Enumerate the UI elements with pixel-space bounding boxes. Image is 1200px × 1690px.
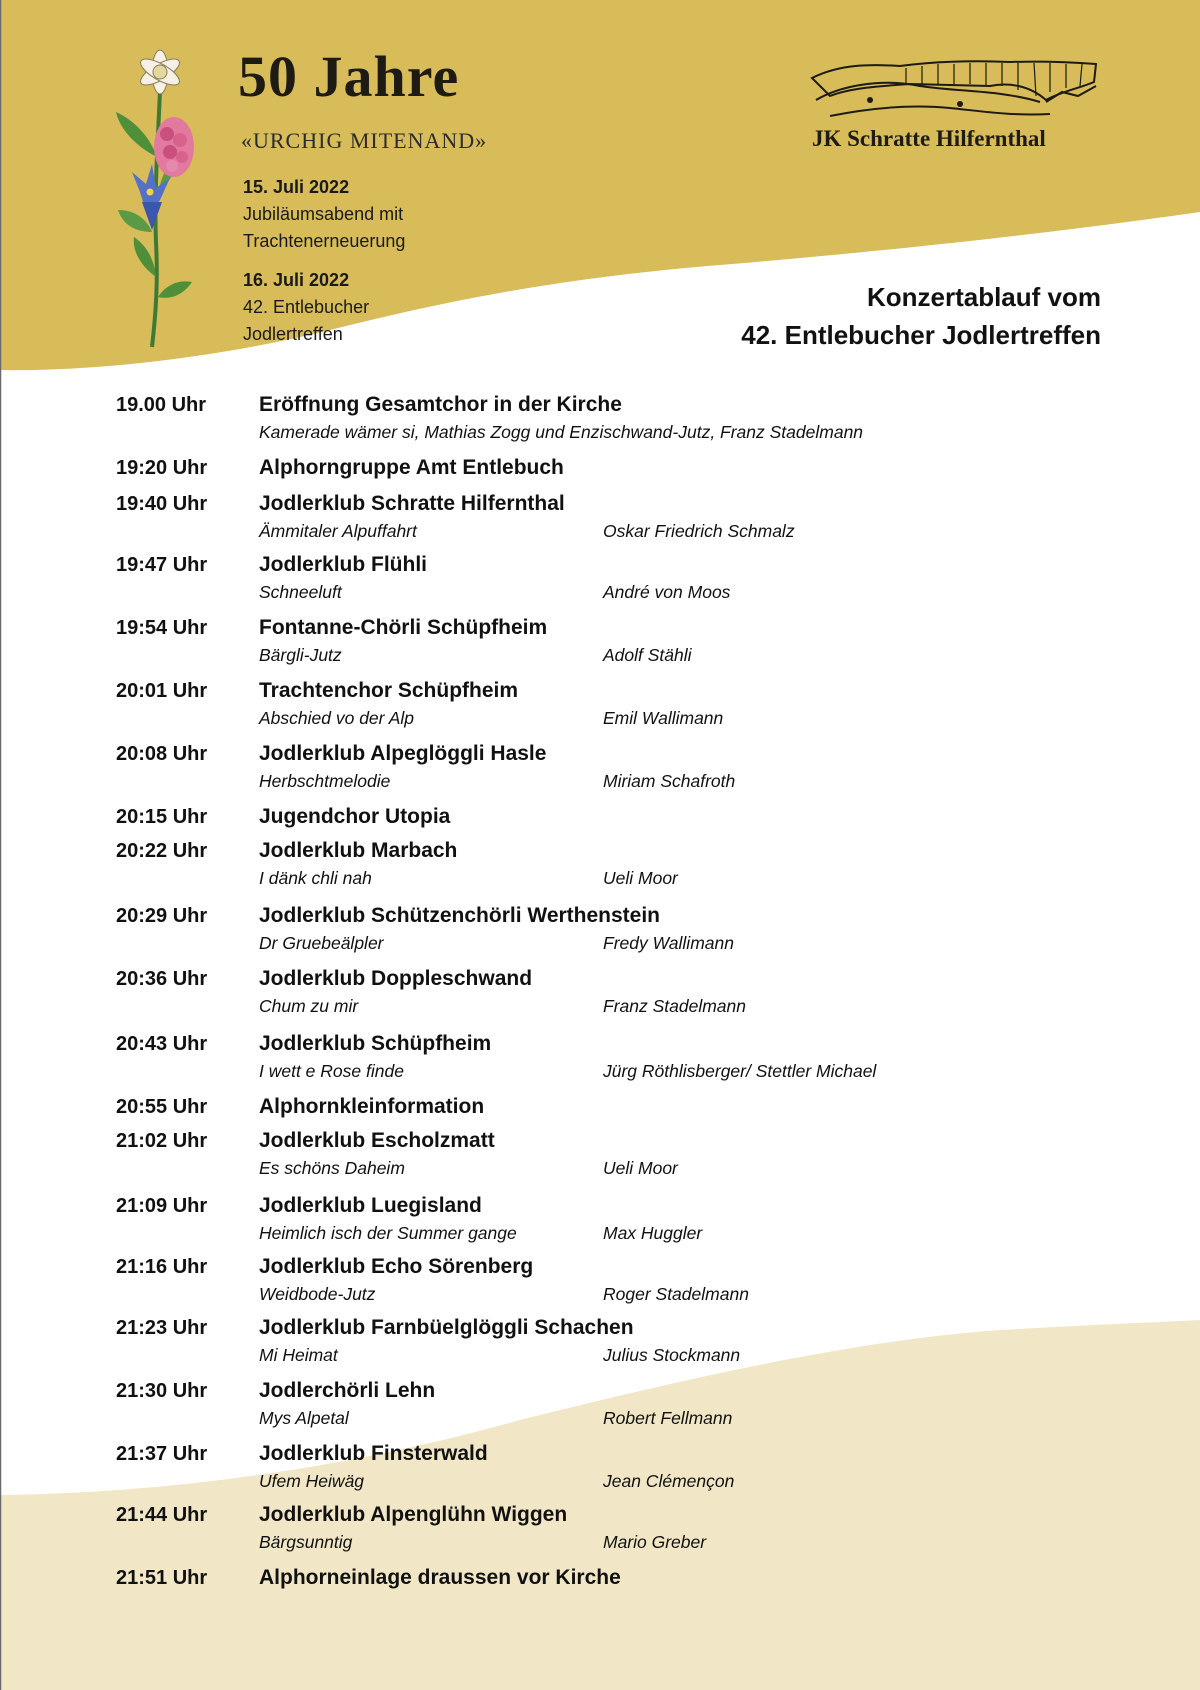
- entry-time: 20:36 Uhr: [116, 968, 208, 990]
- program-entry: [116, 615, 1116, 670]
- program-entry: [116, 804, 1116, 830]
- program-heading-line-1: Konzertablauf vom: [866, 282, 1101, 312]
- entry-time: 20:22 Uhr: [116, 840, 208, 862]
- entry-group: Jodlerklub Schüpfheim: [259, 1032, 492, 1055]
- program-entry: [116, 1094, 1116, 1120]
- entry-group: Jugendchor Utopia: [259, 805, 451, 828]
- entry-group: Jodlerklub Farnbüelglöggli Schachen: [259, 1316, 634, 1339]
- entry-group: Jodlerklub Flühli: [259, 553, 428, 576]
- entry-composer: Oskar Friedrich Schmalz: [603, 521, 795, 541]
- entry-composer: Julius Stockmann: [603, 1345, 741, 1365]
- program-entry: [116, 552, 1116, 607]
- entry-time: 20:15 Uhr: [116, 806, 208, 828]
- entry-group: Jodlerklub Doppleschwand: [259, 967, 533, 990]
- entry-songs: [259, 1154, 1116, 1183]
- entry-time: 19:54 Uhr: [116, 617, 208, 639]
- entry-time: 20:08 Uhr: [116, 743, 208, 765]
- event-date-1: 15. Juli 2022: [243, 177, 350, 197]
- entry-songs: [259, 992, 1116, 1021]
- event-date-2: 16. Juli 2022: [243, 270, 350, 290]
- entry-composer: Emil Wallimann: [603, 708, 724, 728]
- program-entry: [116, 392, 1116, 447]
- entry-songs: [259, 864, 1116, 893]
- entry-songs: [259, 1341, 1116, 1370]
- entry-song-title: Ufem Heiwäg: [259, 1471, 365, 1491]
- entry-time: 21:51 Uhr: [116, 1567, 208, 1589]
- entry-songs: [259, 578, 1116, 607]
- program-entry: [116, 903, 1116, 958]
- entry-song-title: I dänk chli nah: [259, 868, 372, 888]
- entry-group: Jodlerklub Echo Sörenberg: [259, 1255, 534, 1278]
- event-desc-2a: 42. Entlebucher: [243, 297, 370, 317]
- entry-group: Jodlerchörli Lehn: [259, 1379, 436, 1402]
- program-entry: [116, 1128, 1116, 1183]
- entry-time: 19.00 Uhr: [116, 394, 207, 416]
- event-desc-2b: Jodlertreffen: [243, 324, 343, 344]
- entry-song-title: Bärgsunntig: [259, 1532, 353, 1552]
- program-entry: [116, 1031, 1116, 1086]
- entry-songs: [259, 1528, 1116, 1557]
- entry-song-title: Mys Alpetal: [259, 1408, 349, 1428]
- entry-composer: Franz Stadelmann: [603, 996, 746, 1016]
- entry-time: 21:44 Uhr: [116, 1504, 208, 1526]
- program-heading: [741, 278, 1101, 354]
- entry-group: Alphornkleinformation: [259, 1095, 485, 1118]
- entry-group: Alphorneinlage draussen vor Kirche: [259, 1566, 621, 1589]
- edelweiss-icon: [137, 50, 183, 94]
- edelweiss-flower-bouquet-icon: [112, 42, 212, 352]
- entry-time: 21:37 Uhr: [116, 1443, 208, 1465]
- entry-time: 21:23 Uhr: [116, 1317, 208, 1339]
- entry-group: Jodlerklub Schratte Hilfernthal: [259, 492, 565, 515]
- mountain-cliff-logo-icon: [810, 56, 1100, 122]
- entry-group: Jodlerklub Marbach: [259, 839, 458, 862]
- entry-songs: [259, 1467, 1116, 1496]
- entry-time: 21:09 Uhr: [116, 1195, 208, 1217]
- entry-song-title: Chum zu mir: [259, 996, 359, 1016]
- entry-composer: Fredy Wallimann: [603, 933, 734, 953]
- entry-time: 20:29 Uhr: [116, 905, 208, 927]
- entry-group: Jodlerklub Finsterwald: [259, 1442, 488, 1465]
- entry-composer: Adolf Stähli: [603, 645, 692, 665]
- anniversary-title: 50 Jahre: [238, 44, 460, 109]
- entry-song-title: Schneeluft: [259, 582, 342, 602]
- entry-songs: [259, 929, 1116, 958]
- program-entry: [116, 1378, 1116, 1433]
- event-dates: [243, 174, 405, 348]
- entry-songs: [259, 1404, 1116, 1433]
- program-entry: [116, 1193, 1116, 1248]
- entry-song-title: I wett e Rose finde: [259, 1061, 404, 1081]
- anniversary-subtitle: «URCHIG MITENAND»: [241, 128, 488, 153]
- program-entry: [116, 966, 1116, 1021]
- entry-song-title: Abschied vo der Alp: [259, 708, 414, 728]
- entry-song-title: Weidbode-Jutz: [259, 1284, 376, 1304]
- entry-group: Eröffnung Gesamtchor in der Kirche: [259, 393, 622, 416]
- entry-group: Jodlerklub Alpeglöggli Hasle: [259, 742, 547, 765]
- entry-time: 19:40 Uhr: [116, 493, 208, 515]
- entry-time: 21:02 Uhr: [116, 1130, 208, 1152]
- entry-songs: [259, 418, 1116, 447]
- entry-song-title: Heimlich isch der Summer gange: [259, 1223, 517, 1243]
- entry-time: 20:43 Uhr: [116, 1033, 208, 1055]
- entry-composer: Robert Fellmann: [603, 1408, 733, 1428]
- program-entry: [116, 1315, 1116, 1370]
- entry-time: 21:16 Uhr: [116, 1256, 208, 1278]
- program-entry: [116, 838, 1116, 893]
- program-entry: [116, 491, 1116, 546]
- entry-group: Jodlerklub Alpenglühn Wiggen: [259, 1503, 568, 1526]
- program-list: [116, 392, 1116, 1591]
- entry-song-title: Mi Heimat: [259, 1345, 338, 1365]
- program-entry: [116, 1502, 1116, 1557]
- entry-songs: [259, 517, 1116, 546]
- program-entry: [116, 1441, 1116, 1496]
- program-entry: [116, 741, 1116, 796]
- entry-songs: [259, 1057, 1116, 1086]
- program-entry: [116, 1254, 1116, 1309]
- entry-time: 21:30 Uhr: [116, 1380, 208, 1402]
- entry-group: Alphorngruppe Amt Entlebuch: [259, 456, 564, 479]
- entry-time: 20:01 Uhr: [116, 680, 208, 702]
- program-entry: [116, 1565, 1116, 1591]
- event-desc-1a: Jubiläumsabend mit: [243, 204, 404, 224]
- entry-note: Kamerade wämer si, Mathias Zogg und Enzischwand-Jutz, Franz Stadelmann: [259, 422, 864, 442]
- entry-composer: Roger Stadelmann: [603, 1284, 749, 1304]
- entry-composer: André von Moos: [603, 582, 731, 602]
- event-desc-1b: Trachtenerneuerung: [243, 231, 406, 251]
- entry-time: 19:47 Uhr: [116, 554, 208, 576]
- entry-song-title: Es schöns Daheim: [259, 1158, 405, 1178]
- entry-songs: [259, 1219, 1116, 1248]
- entry-songs: [259, 641, 1116, 670]
- entry-composer: Max Huggler: [603, 1223, 703, 1243]
- entry-composer: Jean Clémençon: [603, 1471, 735, 1491]
- entry-song-title: Bärgli-Jutz: [259, 645, 342, 665]
- entry-time: 20:55 Uhr: [116, 1096, 208, 1118]
- entry-group: Fontanne-Chörli Schüpfheim: [259, 616, 548, 639]
- entry-song-title: Dr Gruebeälpler: [259, 933, 384, 953]
- entry-song-title: Herbschtmelodie: [259, 771, 391, 791]
- entry-composer: Ueli Moor: [603, 868, 678, 888]
- entry-time: 19:20 Uhr: [116, 457, 208, 479]
- entry-group: Trachtenchor Schüpfheim: [259, 679, 519, 702]
- entry-group: Jodlerklub Luegisland: [259, 1194, 482, 1217]
- entry-composer: Ueli Moor: [603, 1158, 678, 1178]
- entry-songs: [259, 704, 1116, 733]
- entry-composer: Mario Greber: [603, 1532, 707, 1552]
- entry-composer: Jürg Röthlisberger/ Stettler Michael: [603, 1061, 877, 1081]
- entry-group: Jodlerklub Schützenchörli Werthenstein: [259, 904, 661, 927]
- program-heading-line-2: 42. Entlebucher Jodlertreffen: [741, 320, 1101, 350]
- entry-song-title: Ämmitaler Alpuffahrt: [259, 521, 417, 541]
- entry-group: Jodlerklub Escholzmatt: [259, 1129, 495, 1152]
- alpine-rose-icon: [154, 117, 194, 177]
- entry-songs: [259, 767, 1116, 796]
- entry-songs: [259, 1280, 1116, 1309]
- entry-composer: Miriam Schafroth: [603, 771, 736, 791]
- program-entry: [116, 455, 1116, 481]
- program-entry: [116, 678, 1116, 733]
- club-name: JK Schratte Hilfernthal: [812, 126, 1046, 151]
